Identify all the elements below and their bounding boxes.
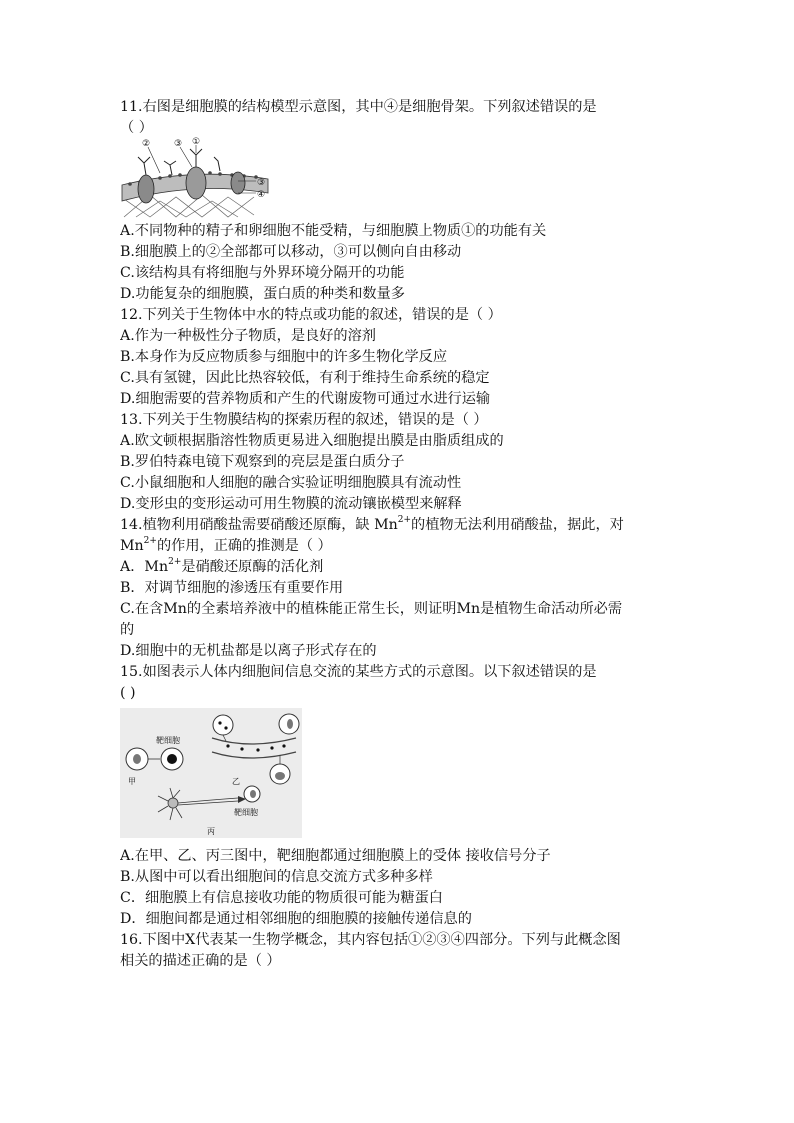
q15-option-c: C．细胞膜上有信息接收功能的物质很可能为糖蛋白: [120, 890, 443, 906]
q12-option-a: A.作为一种极性分子物质，是良好的溶剂: [120, 328, 376, 344]
question-15: [120, 662, 680, 704]
q15-fig-label-bing: 丙: [207, 827, 215, 836]
q15-answer-blank: ( ): [120, 685, 136, 701]
q11-option-c: C.该结构具有将细胞与外界环境分隔开的功能: [120, 265, 405, 281]
q11-fig-label-1: ①: [192, 137, 201, 147]
q11-option-d: D.功能复杂的细胞膜，蛋白质的种类和数量多: [120, 286, 405, 302]
q13-option-d: D.变形虫的变形运动可用生物膜的流动镶嵌模型来解释: [120, 496, 462, 512]
q15-fig-label-jia: 甲: [128, 777, 136, 786]
q15-fig-target-cell-2: 靶细胞: [234, 808, 258, 817]
q13-stem: 13.下列关于生物膜结构的探索历程的叙述，错误的是（ ）: [120, 412, 488, 428]
cell-signaling-figure: [120, 708, 302, 838]
q11-option-a: A.不同物种的精子和卵细胞不能受精，与细胞膜上物质①的功能有关: [120, 223, 547, 239]
q12-stem: 12.下列关于生物体中水的特点或功能的叙述，错误的是（ ）: [120, 307, 502, 323]
q11-fig-label-3b: ③: [257, 178, 266, 188]
q14-option-a: A．$Mn^{2+}$是硝酸还原酶的活化剂: [120, 557, 324, 575]
q14-option-b: B．对调节细胞的渗透压有重要作用: [120, 580, 344, 596]
q16-stem: 16.下图中X代表某一生物学概念，其内容包括①②③④四部分。下列与此概念图: [120, 932, 621, 948]
q14-option-c: C.在含Mn的全素培养液中的植株能正常生长，则证明Mn是植物生命活动所必需: [120, 601, 623, 617]
q15-option-b: B.从图中可以看出细胞间的信息交流方式多种多样: [120, 869, 433, 885]
question-13: [120, 410, 680, 515]
q14-option-d: D.细胞中的无机盐都是以离子形式存在的: [120, 643, 377, 659]
q11-answer-blank: （ ）: [120, 120, 153, 136]
q11-fig-label-4: ④: [257, 190, 266, 200]
q12-option-d: D.细胞需要的营养物质和产生的代谢废物可通过水进行运输: [120, 391, 491, 407]
question-11-options: [120, 221, 680, 305]
q14-option-c-cont: 的: [120, 622, 135, 638]
q13-option-c: C.小鼠细胞和人细胞的融合实验证明细胞膜具有流动性: [120, 475, 462, 491]
q15-fig-target-cell-1: 靶细胞: [156, 736, 180, 745]
q16-answer-blank: 相关的描述正确的是（ ）: [120, 953, 281, 969]
q11-fig-label-3a: ③: [174, 139, 183, 149]
q13-option-b: B.罗伯特森电镜下观察到的亮层是蛋白质分子: [120, 454, 405, 470]
question-11: [120, 97, 680, 139]
q11-stem: 11.右图是细胞膜的结构模型示意图，其中④是细胞骨架。下列叙述错误的是: [120, 99, 597, 115]
question-15-options: [120, 846, 680, 930]
q15-option-d: D．细胞间都是通过相邻细胞的细胞膜的接触传递信息的: [120, 911, 472, 927]
question-12: [120, 305, 680, 410]
cell-membrane-figure: [120, 137, 272, 219]
q13-option-a: A.欧文顿根据脂溶性物质更易进入细胞提出膜是由脂质组成的: [120, 433, 504, 449]
q15-fig-label-yi: 乙: [232, 777, 240, 786]
q15-option-a: A.在甲、乙、丙三图中，靶细胞都通过细胞膜上的受体 接收信号分子: [120, 848, 551, 864]
q15-stem: 15.如图表示人体内细胞间信息交流的某些方式的示意图。以下叙述错误的是: [120, 664, 597, 680]
q11-fig-label-2: ②: [142, 139, 151, 149]
question-16: [120, 930, 680, 972]
question-14: [120, 515, 680, 662]
q12-option-c: C.具有氢键，因此比热容较低，有利于维持生命系统的稳定: [120, 370, 490, 386]
q12-option-b: B.本身作为反应物质参与细胞中的许多生物化学反应: [120, 349, 448, 365]
q14-stem-line-2: $Mn^{2+}$的作用，正确的推测是（ ）: [120, 536, 332, 554]
q11-option-b: B.细胞膜上的②全部都可以移动，③可以侧向自由移动: [120, 244, 462, 260]
q14-stem-line-1: 14.植物利用硝酸盐需要硝酸还原酶，缺 $Mn^{2+}$的植物无法利用硝酸盐，据此，对: [120, 515, 624, 533]
